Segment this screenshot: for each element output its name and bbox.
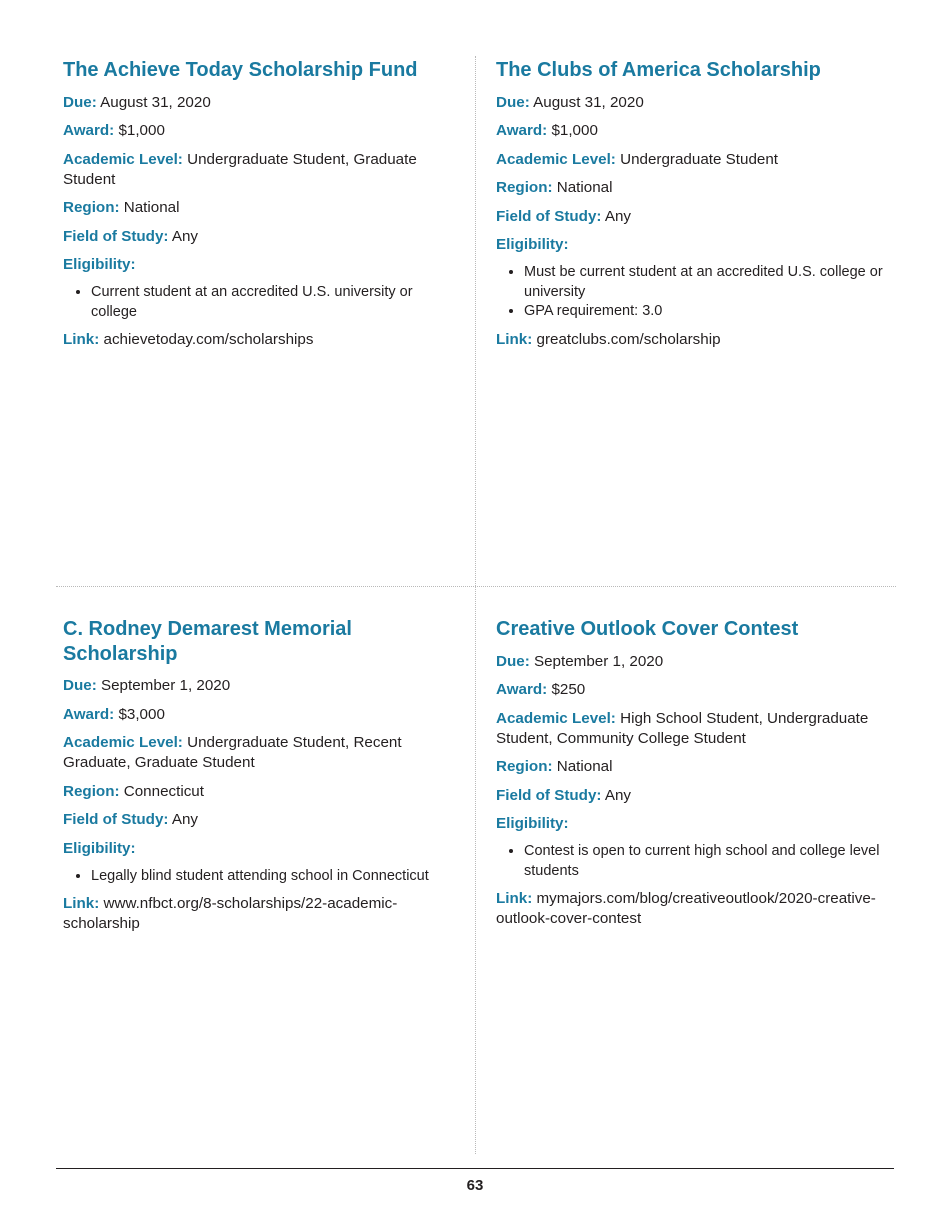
- award-value: $1,000: [118, 122, 165, 139]
- academic-level-value: High School Student, Undergraduate Student, Community College Student: [496, 709, 869, 747]
- academic-level-value: Undergraduate Student, Recent Graduate, Graduate Student: [63, 734, 402, 771]
- region-field: [63, 198, 443, 218]
- award-label: Award:: [63, 122, 115, 139]
- field-of-study-label: Field of Study:: [63, 227, 169, 245]
- field-of-study-field: [63, 810, 443, 830]
- horizontal-divider: [56, 586, 896, 587]
- link-value[interactable]: greatclubs.com/scholarship: [536, 330, 721, 348]
- due-field: [63, 676, 443, 696]
- region-field: [63, 782, 443, 802]
- eligibility-label: Eligibility:: [63, 839, 136, 857]
- due-label: Due:: [63, 93, 97, 111]
- scholarship-card-creative-outlook: [496, 617, 891, 938]
- award-label: Award:: [63, 705, 115, 723]
- due-field: [496, 93, 891, 113]
- footer-rule: [56, 1168, 894, 1169]
- eligibility-list: [63, 283, 443, 322]
- field-of-study-value: Any: [604, 207, 632, 225]
- region-value: Connecticut: [123, 782, 204, 800]
- link-label: Link:: [63, 331, 100, 348]
- academic-level-label: Academic Level:: [63, 734, 183, 751]
- field-of-study-value: Any: [604, 786, 632, 804]
- due-field: [496, 652, 891, 672]
- link-value[interactable]: mymajors.com/blog/creativeoutlook/2020-creative-outlook-cover-contest: [496, 890, 876, 927]
- eligibility-item: • GPA requirement: 3.0: [524, 302, 891, 322]
- region-value: National: [556, 758, 613, 775]
- eligibility-item: • Contest is open to current high school and college level students: [524, 842, 891, 881]
- link-field: [496, 889, 891, 929]
- award-label: Award:: [496, 681, 548, 698]
- eligibility-list: [63, 867, 443, 887]
- region-value: National: [556, 179, 613, 196]
- link-value[interactable]: achievetoday.com/scholarships: [103, 331, 314, 348]
- link-label: Link:: [496, 890, 533, 907]
- academic-level-field: [63, 733, 443, 773]
- due-label: Due:: [496, 652, 530, 670]
- region-field: [496, 757, 891, 777]
- scholarship-card-clubs-of-america: [496, 58, 891, 358]
- academic-level-field: [496, 150, 891, 170]
- scholarship-card-achieve-today: [63, 58, 443, 359]
- field-of-study-field: [496, 786, 891, 806]
- link-field: [496, 330, 891, 350]
- scholarship-title: The Clubs of America Scholarship: [496, 59, 821, 81]
- due-value: September 1, 2020: [533, 652, 664, 670]
- due-label: Due:: [63, 677, 97, 694]
- scholarship-card-rodney-demarest: [63, 617, 443, 943]
- eligibility-list: [496, 263, 891, 322]
- link-field: [63, 330, 443, 350]
- scholarship-title: C. Rodney Demarest Memorial Scholarship: [63, 618, 352, 665]
- academic-level-value: Undergraduate Student: [620, 150, 779, 168]
- field-of-study-value: Any: [171, 811, 199, 828]
- page-number: 63: [466, 1177, 484, 1194]
- link-field: [63, 894, 443, 934]
- academic-level-label: Academic Level:: [496, 709, 616, 727]
- region-label: Region:: [63, 782, 120, 800]
- link-label: Link:: [63, 895, 100, 912]
- eligibility-label: Eligibility:: [496, 236, 569, 253]
- eligibility-item: • Current student at an accredited U.S. university or college: [91, 283, 443, 322]
- academic-level-value: Undergraduate Student, Graduate Student: [63, 150, 417, 188]
- academic-level-label: Academic Level:: [496, 150, 616, 168]
- due-value: August 31, 2020: [100, 93, 211, 111]
- scholarship-title: The Achieve Today Scholarship Fund: [63, 59, 418, 81]
- link-label: Link:: [496, 330, 533, 348]
- field-of-study-label: Field of Study:: [63, 811, 169, 828]
- award-value: $3,000: [118, 705, 165, 723]
- academic-level-label: Academic Level:: [63, 150, 183, 168]
- eligibility-heading: [63, 255, 443, 275]
- region-label: Region:: [496, 179, 553, 196]
- region-label: Region:: [496, 758, 553, 775]
- eligibility-label: Eligibility:: [496, 815, 569, 832]
- eligibility-heading: [496, 235, 891, 255]
- region-field: [496, 178, 891, 198]
- due-value: September 1, 2020: [100, 677, 231, 694]
- award-field: [496, 680, 891, 700]
- field-of-study-field: [496, 207, 891, 227]
- eligibility-label: Eligibility:: [63, 256, 136, 273]
- academic-level-field: [63, 150, 443, 190]
- due-label: Due:: [496, 93, 530, 111]
- award-value: $250: [551, 681, 586, 698]
- award-value: $1,000: [551, 122, 598, 139]
- field-of-study-field: [63, 227, 443, 247]
- award-label: Award:: [496, 122, 548, 139]
- field-of-study-label: Field of Study:: [496, 207, 602, 225]
- field-of-study-label: Field of Study:: [496, 786, 602, 804]
- scholarship-title: Creative Outlook Cover Contest: [496, 618, 799, 640]
- vertical-divider: [475, 56, 476, 1154]
- due-field: [63, 93, 443, 113]
- eligibility-list: [496, 842, 891, 881]
- award-field: [63, 121, 443, 141]
- academic-level-field: [496, 709, 891, 749]
- due-value: August 31, 2020: [533, 93, 644, 111]
- link-value[interactable]: www.nfbct.org/8-scholarships/22-academic-scholarship: [63, 895, 398, 932]
- eligibility-item: • Legally blind student attending school in Connecticut: [91, 867, 443, 887]
- eligibility-item: • Must be current student at an accredited U.S. college or university: [524, 263, 891, 302]
- field-of-study-value: Any: [171, 227, 199, 245]
- region-label: Region:: [63, 199, 120, 216]
- eligibility-heading: [496, 814, 891, 834]
- eligibility-heading: [63, 839, 443, 859]
- award-field: [496, 121, 891, 141]
- region-value: National: [123, 199, 180, 216]
- award-field: [63, 705, 443, 725]
